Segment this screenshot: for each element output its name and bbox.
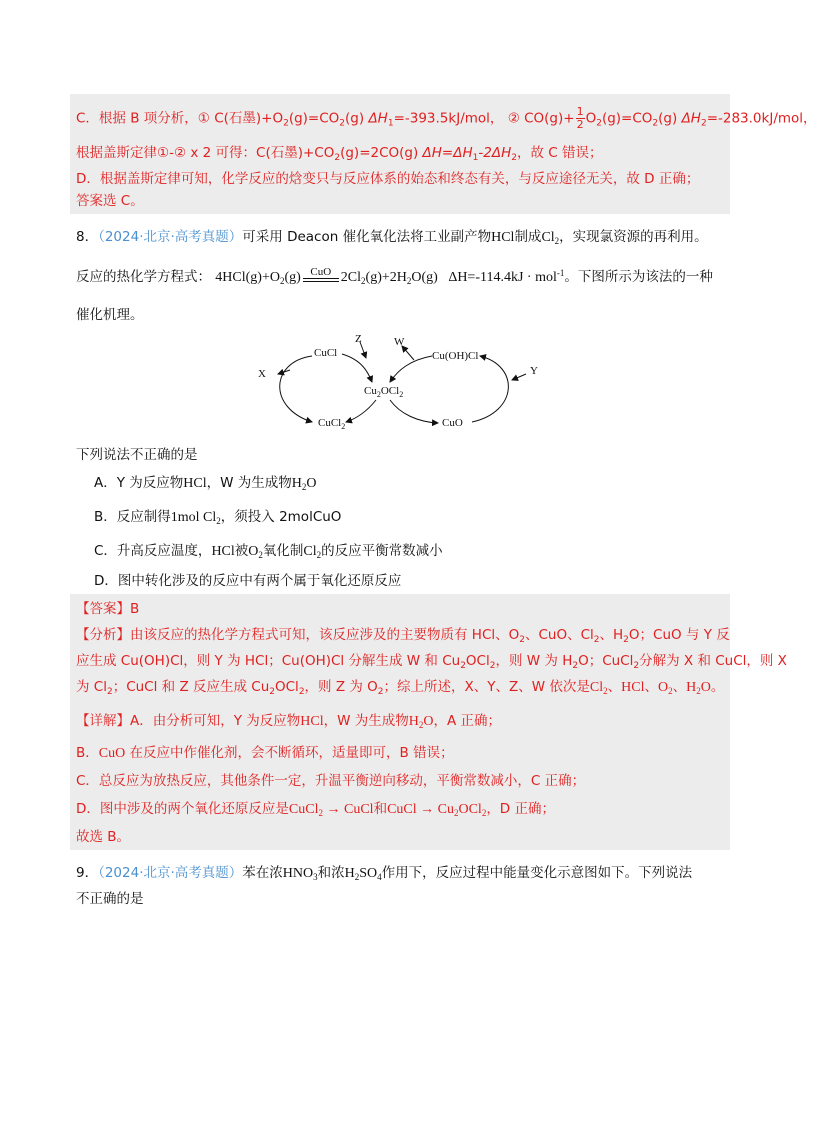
q8-stem: 下列说法不正确的是 — [76, 447, 198, 463]
q8-line-3: 催化机理。 — [76, 307, 144, 323]
label-cu2ocl2: $Cu_2OCl_2$ — [364, 385, 404, 399]
option-d-line: D．根据盖斯定律可知，化学反应的焓变只与反应体系的始态和终态有关，与反应途径无关，故 D 正确； — [76, 171, 700, 187]
catalytic-mechanism-diagram — [250, 330, 550, 440]
final-answer: 故选 B。 — [76, 829, 131, 845]
analysis-line-1: 【分析】由该反应的热化学方程式可知，该反应涉及的主要物质有 HCl、$O_2$、CuO、$Cl_2$、$H_2O$；CuO 与 Y 反 — [76, 627, 730, 645]
q8-option-c: C．升高反应温度，HCl被$O_2$氧化制$Cl_2$的反应平衡常数减小 — [94, 543, 443, 560]
q9-line-1: 9．（2024·北京·高考真题）苯在浓$HNO_3$和浓$H_2SO_4$作用下，反应过程中能量变化示意图如下。下列说法 — [76, 865, 693, 882]
arc-cucl-to-cu2ocl2 — [342, 354, 372, 382]
answer-section — [70, 594, 787, 850]
q8-number: 8． — [76, 229, 99, 245]
answer-choice-line: 答案选 C。 — [76, 193, 144, 209]
q8-line-1: 8．（2024·北京·高考真题）可采用 Deacon 催化氧化法将工业副产物HCl制成$Cl_2$，实现氯资源的再利用。 — [76, 229, 708, 246]
label-cucl2: CuCl$_2$ — [318, 417, 346, 431]
option-c-line-2: 根据盖斯定律①-② x 2 可得：C(石墨)$+CO_2(g)=2CO(g)$ $\Delta H=\Delta H_1-2\Delta H_2$，故 C 错误； — [76, 145, 603, 163]
detail-line-b: B．CuO 在反应中作催化剂，会不断循环，适量即可，B 错误； — [76, 745, 454, 761]
label-y: Y — [530, 365, 538, 377]
label-x: X — [258, 368, 266, 380]
detail-line-a: 【详解】A．由分析可知，Y 为反应物HCl，W 为生成物$H_2O$，A 正确； — [76, 713, 502, 730]
q8-option-b: B．反应制得1mol $Cl_2$，须投入 2molCuO — [94, 509, 342, 526]
arrow-x-release — [278, 370, 290, 374]
answer-label: 【答案】B — [76, 601, 140, 617]
arrow-w-release — [402, 346, 414, 360]
arc-cuo-to-cuohcl — [472, 356, 508, 422]
q8-source: （2024·北京·高考真题） — [98, 229, 243, 245]
arc-cuohcl-to-cu2ocl2 — [390, 356, 432, 382]
arrow-y-in — [512, 374, 526, 380]
q8-line-2: 反应的热化学方程式： $4HCl(g)+O_2(g)$ CuO $2Cl_2(g)+2H_2O(g)$ ΔH=-114.4kJ · mol$^{-1}$。下图所示为该法的一种 — [76, 266, 713, 286]
fraction-one-half: $\frac{1}{2}$ — [576, 105, 584, 131]
analysis-line-3: 为 $Cl_2$；CuCl 和 Z 反应生成 $Cu_2OCl_2$，则 Z 为 $O_2$；综上所述，X、Y、Z、W 依次是$Cl_2$、HCl、$O_2$、$H_2O$。 — [76, 679, 725, 697]
q9-source: （2024·北京·高考真题） — [98, 865, 243, 881]
option-c-line-1: C．根据 B 项分析，① C(石墨)$+O_2(g)=CO_2(g)$ $\Delta H_1=-393.5kJ$/mol， ② CO(g)+ $\frac{1}{2}$ $O_2(g)=CO_2(g)$ $\Delta H_2=-283.0kJ$/mol， — [76, 105, 817, 131]
label-z: Z — [355, 333, 362, 345]
detail-line-c: C．总反应为放热反应，其他条件一定，升温平衡逆向移动，平衡常数减小，C 正确； — [76, 773, 586, 789]
catalyst-arrow: CuO — [303, 273, 339, 288]
arc-cu2ocl2-to-cucl2 — [346, 400, 376, 422]
q9-number: 9． — [76, 865, 99, 881]
label-cucl: CuCl — [314, 347, 338, 359]
detail-line-d: D．图中涉及的两个氧化还原反应是CuCl$_2$ → CuCl和CuCl → $Cu_2OCl_2$，D 正确； — [76, 801, 555, 818]
q9-line-2: 不正确的是 — [76, 891, 144, 907]
arc-cucl-to-cucl2 — [280, 356, 312, 422]
previous-answer-section — [70, 94, 817, 214]
q8-option-d: D．图中转化涉及的反应中有两个属于氧化还原反应 — [94, 573, 402, 589]
analysis-line-2: 应生成 Cu(OH)Cl，则 Y 为 HCl；Cu(OH)Cl 分解生成 W 和 $Cu_2OCl_2$，则 W 为 $H_2O$；CuCl$_2$分解为 X 和 CuCl，则 X — [76, 653, 787, 671]
arc-cu2ocl2-to-cuo — [390, 400, 438, 423]
q8-option-a: A．Y 为反应物HCl，W 为生成物$H_2O$ — [94, 475, 317, 492]
label-w: W — [394, 336, 405, 348]
label-cuohcl: Cu(OH)Cl — [432, 350, 479, 362]
label-cuo: CuO — [442, 417, 463, 429]
